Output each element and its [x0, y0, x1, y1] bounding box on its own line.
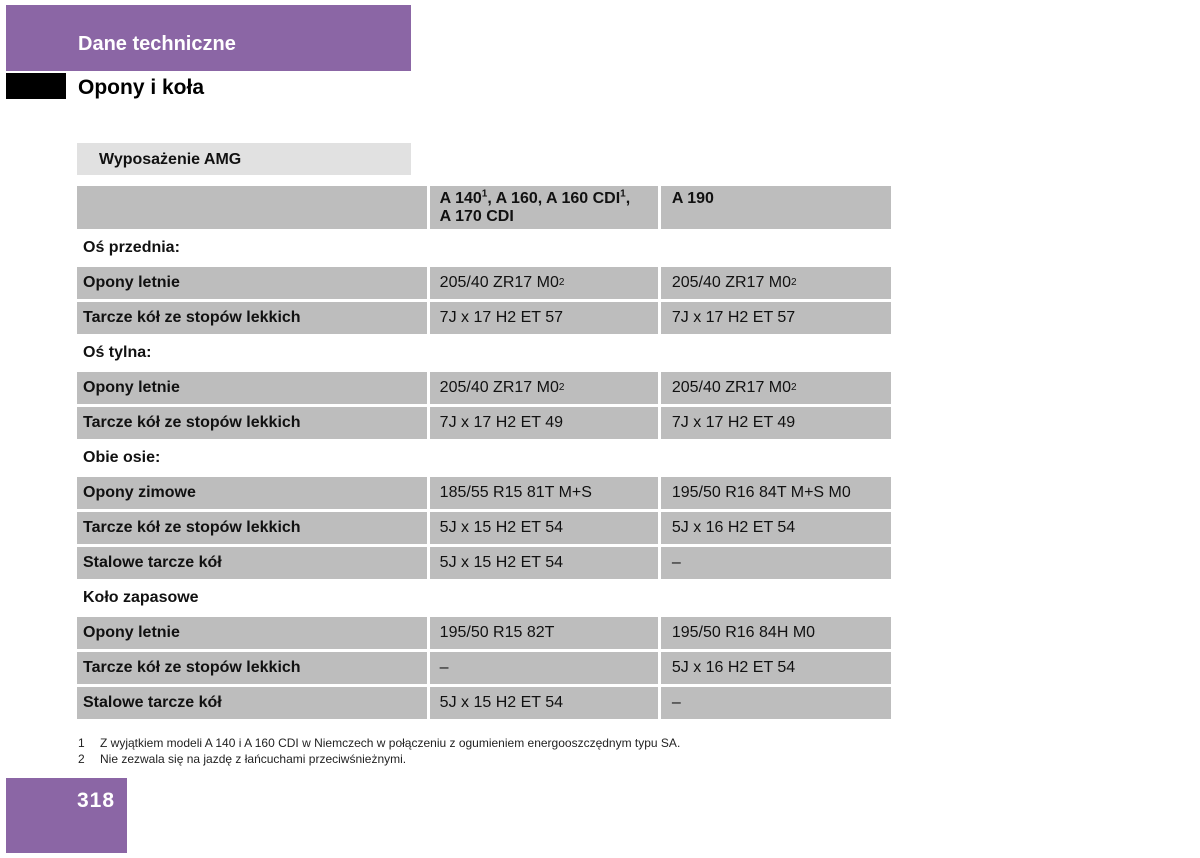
- table-row: [77, 652, 891, 684]
- table-row: [77, 372, 891, 404]
- table-header-col-models: A $140^1$, A 160, A 160 CDI$^1$, A 170 CDI: [430, 186, 658, 229]
- value-cell: –: [661, 687, 891, 719]
- value-cell: –: [430, 652, 658, 684]
- value-cell: 7J x 17 H2 ET 57: [661, 302, 891, 334]
- subsection-title: Wyposażenie AMG: [99, 151, 242, 168]
- value-cell: 205/40 ZR17 M0 2: [661, 267, 891, 299]
- table-row: [77, 267, 891, 299]
- row-label: Tarcze kół ze stopów lekkich: [77, 302, 427, 334]
- row-label: Stalowe tarcze kół: [77, 547, 427, 579]
- table-row: [77, 687, 891, 719]
- footnotes: [78, 735, 680, 767]
- row-label: Tarcze kół ze stopów lekkich: [77, 652, 427, 684]
- value-cell: 5J x 15 H2 ET 54: [430, 512, 658, 544]
- row-label: Opony zimowe: [77, 477, 427, 509]
- row-label: Tarcze kół ze stopów lekkich: [77, 512, 427, 544]
- value-cell: 7J x 17 H2 ET 57: [430, 302, 658, 334]
- value-cell: 205/40 ZR17 M0 2: [430, 267, 658, 299]
- value-cell: 7J x 17 H2 ET 49: [430, 407, 658, 439]
- page-number: 318: [77, 789, 116, 812]
- table-header-empty: [77, 186, 427, 229]
- group-label: Oś tylna:: [83, 344, 152, 361]
- group-label: Koło zapasowe: [83, 589, 199, 606]
- value-cell: 205/40 ZR17 M0 2: [661, 372, 891, 404]
- row-label: Opony letnie: [77, 372, 427, 404]
- group-label: Oś przednia:: [83, 239, 180, 256]
- table-row: [77, 407, 891, 439]
- table-header-col-a190: A 190: [661, 186, 891, 229]
- value-cell: 5J x 16 H2 ET 54: [661, 512, 891, 544]
- table-row: [77, 302, 891, 334]
- spec-table: [77, 186, 891, 722]
- section-title: Dane techniczne: [78, 33, 236, 55]
- table-row: [77, 477, 891, 509]
- table-row: [77, 547, 891, 579]
- value-cell: 5J x 15 H2 ET 54: [430, 547, 658, 579]
- table-row: [77, 512, 891, 544]
- table-body: [77, 232, 891, 719]
- value-cell: 5J x 16 H2 ET 54: [661, 652, 891, 684]
- page-title: Opony i koła: [78, 76, 205, 99]
- group-label: Obie osie:: [83, 449, 161, 466]
- table-header-row: [77, 186, 891, 229]
- subsection-header: [77, 143, 411, 175]
- value-cell: 195/50 R16 84T M+S M0: [661, 477, 891, 509]
- footnote: 2 Nie zezwala się na jazdę z łańcuchami przeciwśnieżnymi.: [78, 752, 407, 766]
- value-cell: –: [661, 547, 891, 579]
- value-cell: 205/40 ZR17 M0 2: [430, 372, 658, 404]
- value-cell: 185/55 R15 81T M+S: [430, 477, 658, 509]
- value-cell: 5J x 15 H2 ET 54: [430, 687, 658, 719]
- row-label: Tarcze kół ze stopów lekkich: [77, 407, 427, 439]
- value-cell: 7J x 17 H2 ET 49: [661, 407, 891, 439]
- value-cell: 195/50 R16 84H M0: [661, 617, 891, 649]
- row-label: Opony letnie: [77, 617, 427, 649]
- row-label: Opony letnie: [77, 267, 427, 299]
- row-label: Stalowe tarcze kół: [77, 687, 427, 719]
- footnote: 1 Z wyjątkiem modeli A 140 i A 160 CDI w Niemczech w połączeniu z ogumieniem energooszczędnym typu SA.: [78, 736, 681, 750]
- value-cell: 195/50 R15 82T: [430, 617, 658, 649]
- title-marker-bar: [6, 73, 66, 99]
- table-row: [77, 617, 891, 649]
